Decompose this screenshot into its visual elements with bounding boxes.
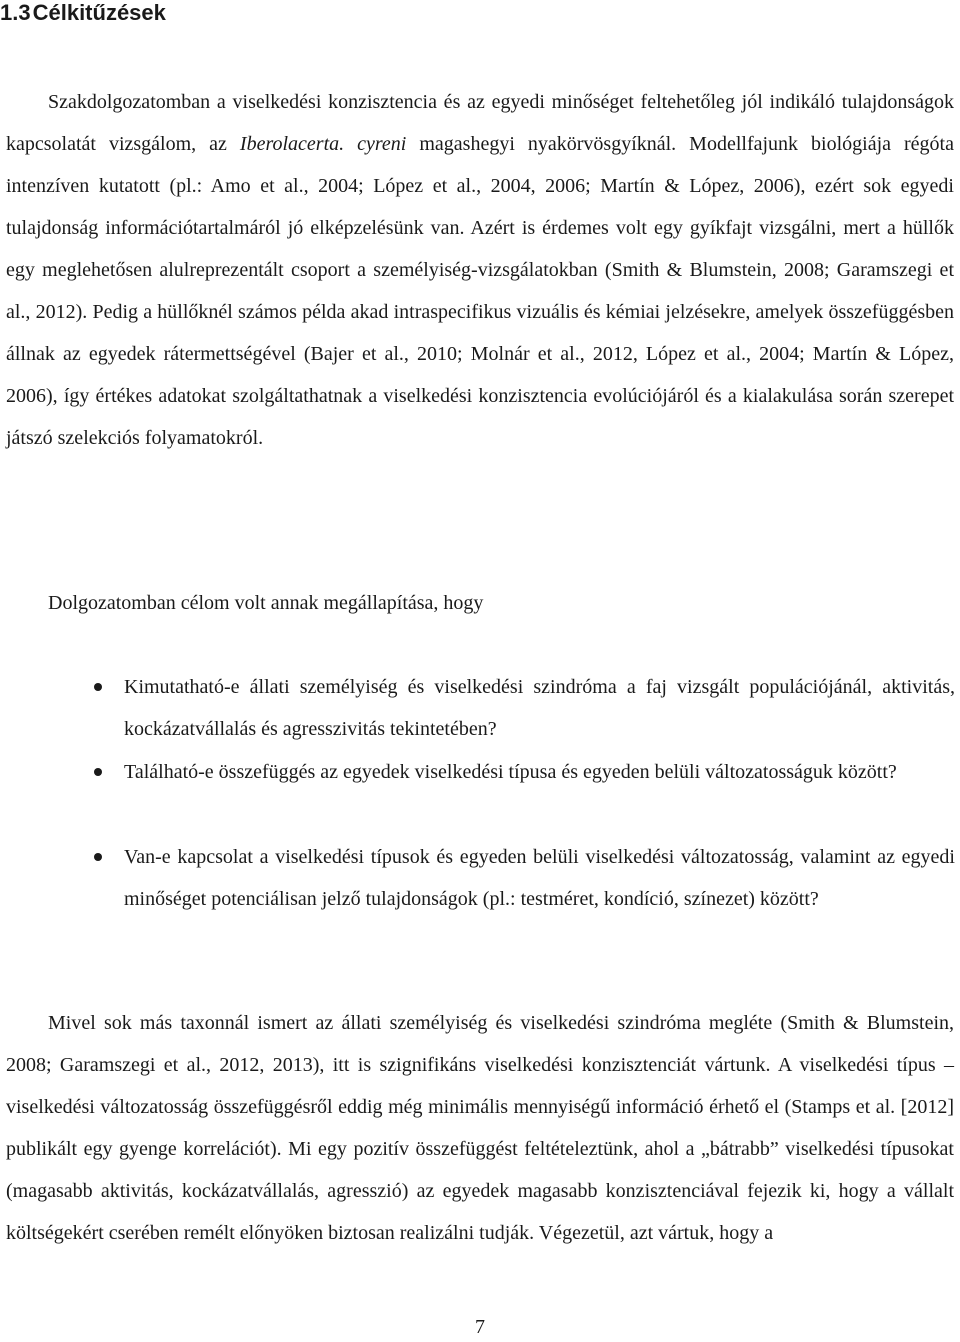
intro-paragraph <box>6 81 954 459</box>
section-heading <box>0 0 166 26</box>
section-number: 1.3 <box>0 0 31 25</box>
aims-list-2 <box>124 751 955 793</box>
aims-list-3 <box>124 836 955 920</box>
species-name: Iberolacerta. cyreni <box>239 133 407 155</box>
aims-list-1 <box>124 666 955 750</box>
list-item-text: Kimutatható-e állati személyiség és viselkedési szindróma a faj vizsgált populációjánál, aktivitás, kockázatvállalás és agresszivitás tekintetében? <box>124 676 955 740</box>
list-item <box>124 751 955 793</box>
list-item <box>124 666 955 750</box>
bullet-icon <box>94 853 102 861</box>
intro-paragraph-text-end: magashegyi nyakörvösgyíknál. Modellfajunk biológiája régóta intenzíven kutatott (pl.: Amo et al., 2004; López et al., 2004, 2006; Martín & López, 2006), ezért sok egyedi tulajdonság információtartalmáról jó elképzelésünk van. Azért is érdemes volt egy gyíkfajt vizsgálni, mert a hüllők egy meglehetősen alulreprezentált csoport a személyiség-vizsgálatokban (Smith & Blumstein, 2008; Garamszegi et al., 2012). Pedig a hüllőknél számos példa akad intraspecifikus vizuális és kémiai jelzésekre, amelyek összefüggésben állnak az egyedek rátermettségével (Bajer et al., 2010; Molnár et al., 2012, López et al., 2004; Martín & López, 2006), így értékes adatokat szolgáltathatnak a viselkedési konzisztencia evolúciójáról és a kialakulása során szerepet játszó szelekciós folyamatokról. <box>6 133 954 449</box>
list-item <box>124 836 955 920</box>
aims-intro-paragraph: Dolgozatomban célom volt annak megállapítása, hogy <box>48 592 484 614</box>
page-number: 7 <box>475 1316 485 1338</box>
section-title: Célkitűzések <box>32 0 166 25</box>
hypothesis-paragraph: Mivel sok más taxonnál ismert az állati személyiség és viselkedési szindróma megléte (Smith & Blumstein, 2008; Garamszegi et al., 2012, 2013), itt is szignifikáns viselkedési konzisztenciát vártunk. A viselkedési típus – viselkedési változatosság összefüggésről eddig még minimális mennyiségű információ érhető el (Stamps et al. [2012] publikált egy gyenge korrelációt). Mi egy pozitív összefüggést feltételeztünk, ahol a „bátrabb” viselkedési típusokat (magasabb aktivitás, kockázatvállalás, agresszió) az egyedek magasabb konzisztenciával fejezik ki, hogy a vállalt költségekért cserében remélt előnyöken biztosan realizálni tudják. Végezetül, azt vártuk, hogy a <box>6 1012 954 1244</box>
list-item-text: Található-e összefüggés az egyedek viselkedési típusa és egyeden belüli változatosságuk között? <box>124 761 897 783</box>
bullet-icon <box>94 683 102 691</box>
list-item-text: Van-e kapcsolat a viselkedési típusok és egyeden belüli viselkedési változatosság, valamint az egyedi minőséget potenciálisan jelző tulajdonságok (pl.: testméret, kondíció, színezet) között? <box>124 846 955 910</box>
intro-paragraph-text-start: Szakdolgozatomban a viselkedési konzisztencia és az egyedi minőséget feltehetőleg jól indikáló tulajdonságok kapcsolatát vizsgálom, az <box>6 91 954 155</box>
bullet-icon <box>94 768 102 776</box>
